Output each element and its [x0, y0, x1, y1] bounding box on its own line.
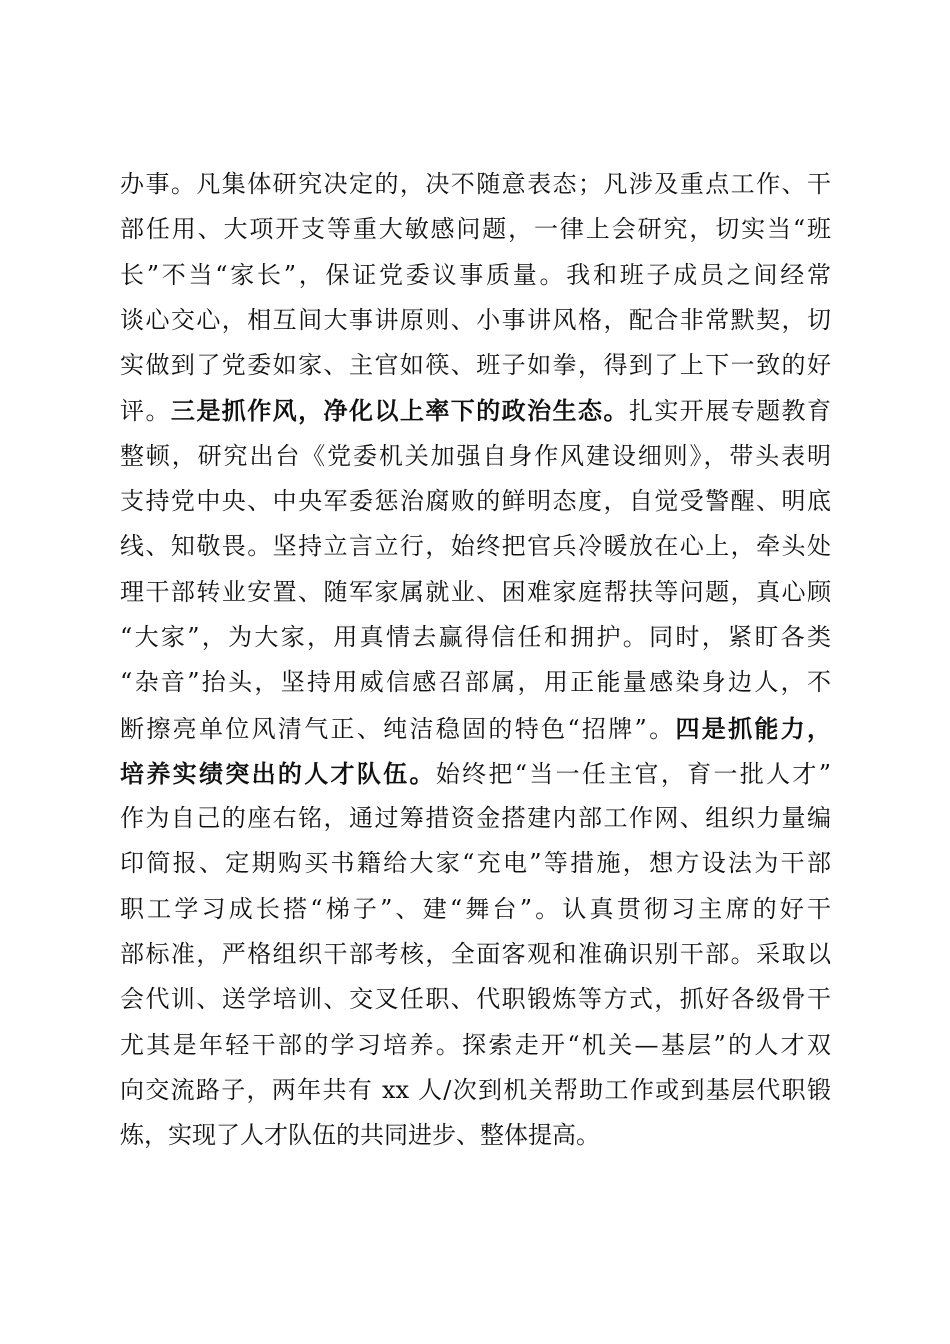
text-line [120, 479, 831, 524]
text-line [120, 932, 831, 977]
body-text: 实做到了党委如家、主官如筷、班子如拳，得到了上下一致的好 [120, 351, 831, 380]
text-line [120, 615, 831, 660]
body-text: 作为自己的座右铭，通过筹措资金搭建内部工作网、组织力量编 [120, 804, 831, 833]
text-line [120, 1113, 831, 1158]
text-line [120, 706, 831, 751]
text-line [120, 570, 831, 615]
text-line [120, 977, 831, 1022]
text-line [120, 434, 831, 479]
body-paragraph [120, 162, 831, 1159]
bold-heading-text: 培养实绩突出的人才队伍。 [120, 758, 436, 788]
body-text: 始终把“当一任主官，育一批人才” [435, 759, 831, 788]
text-line [120, 796, 831, 841]
body-text: “杂音”抬头，坚持用威信感召部属，用正能量感染身边人，不 [120, 668, 831, 697]
text-line [120, 841, 831, 886]
body-text: 办事。凡集体研究决定的，决不随意表态；凡涉及重点工作、干 [120, 170, 831, 198]
text-line [120, 343, 831, 388]
text-line [120, 253, 831, 298]
body-text: 炼，实现了人才队伍的共同进步、整体提高。 [120, 1121, 600, 1150]
body-text: 会代训、送学培训、交叉任职、代职锻炼等方式，抓好各级骨干 [120, 985, 831, 1014]
body-text: 理干部转业安置、随军家属就业、困难家庭帮扶等问题，真心顾 [120, 577, 831, 606]
body-text: 断擦亮单位风清气正、纯洁稳固的特色“招牌”。 [120, 714, 676, 743]
body-text: 印简报、定期购买书籍给大家“充电”等措施，想方设法为干部 [120, 849, 831, 878]
text-line [120, 1068, 831, 1113]
text-line [120, 1023, 831, 1068]
body-text: 扎实开展专题教育 [628, 397, 832, 426]
body-text: 整顿，研究出台《党委机关加强自身作风建设细则》，带头表明 [120, 441, 831, 470]
body-text: 部任用、大项开支等重大敏感问题，一律上会研究，切实当“班 [120, 215, 831, 244]
text-line [120, 524, 831, 569]
body-text: 尤其是年轻干部的学习培养。探索走开“机关—基层”的人才双 [120, 1030, 831, 1059]
text-line [120, 751, 831, 796]
text-line [120, 298, 831, 343]
bold-heading-text: 三是抓作风，净化以上率下的政治生态。 [170, 396, 629, 426]
text-line [120, 207, 831, 252]
body-text: 支持党中央、中央军委惩治腐败的鲜明态度，自觉受警醒、明底 [120, 487, 831, 516]
body-text: 评。 [120, 397, 171, 426]
body-text: 部标准，严格组织干部考核，全面客观和准确识别干部。采取以 [120, 940, 831, 969]
body-text: 职工学习成长搭“梯子”、建“舞台”。认真贯彻习主席的好干 [120, 894, 831, 923]
text-line [120, 887, 831, 932]
text-line [120, 162, 831, 207]
bold-heading-text: 四是抓能力， [675, 713, 832, 743]
body-text: 长”不当“家长”，保证党委议事质量。我和班子成员之间经常 [120, 260, 831, 289]
body-text: 向交流路子，两年共有 xx 人/次到机关帮助工作或到基层代职锻 [120, 1075, 831, 1104]
text-line [120, 388, 831, 433]
body-text: 线、知敬畏。坚持立言立行，始终把官兵冷暖放在心上，牵头处 [120, 532, 831, 561]
body-text: “大家”，为大家，用真情去赢得信任和拥护。同时，紧盯各类 [120, 622, 831, 651]
text-line [120, 660, 831, 705]
body-text: 谈心交心，相互间大事讲原则、小事讲风格，配合非常默契，切 [120, 305, 831, 334]
